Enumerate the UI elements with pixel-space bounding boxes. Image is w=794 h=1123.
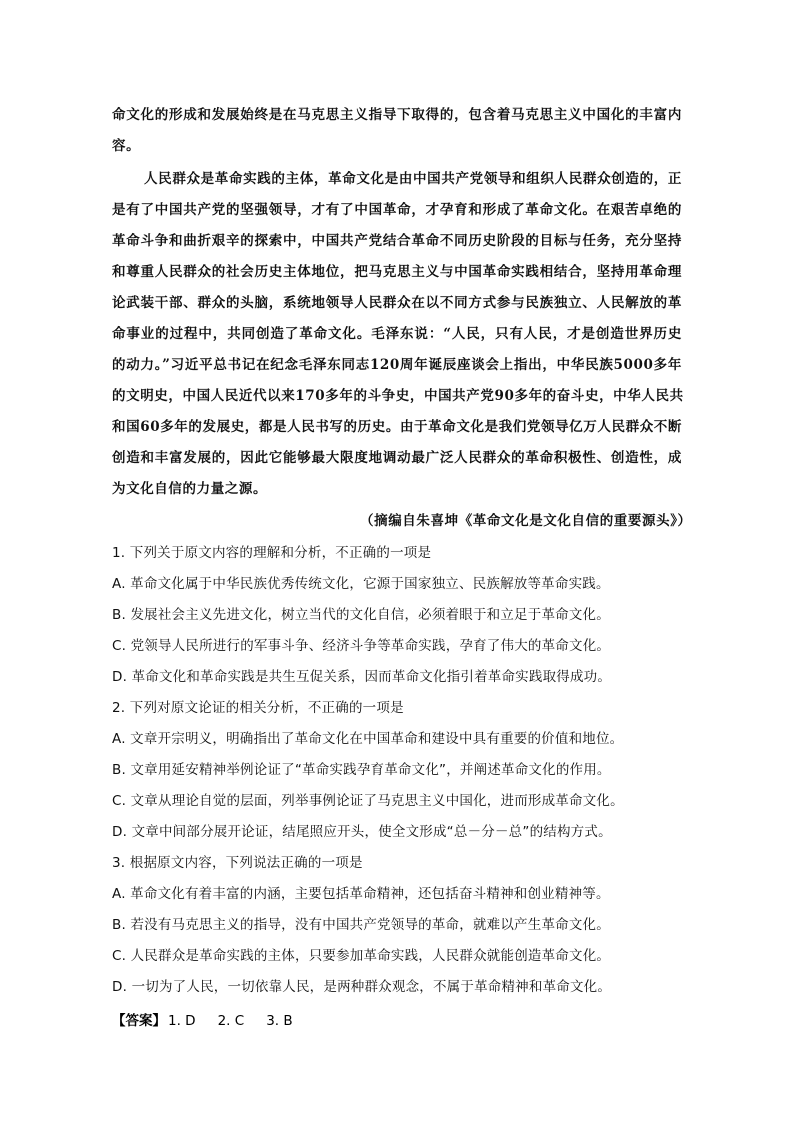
passage-line: 创造和丰富发展的，因此它能够最大限度地调动最广泛人民群众的革命积极性、创造性，成 [112,450,682,466]
option-item: B. 发展社会主义先进文化，树立当代的文化自信，必须着眼于和立足于革命文化。 [112,607,610,623]
option-item: A. 文章开宗明义，明确指出了革命文化在中国革命和建设中具有重要的价值和地位。 [112,731,624,747]
option-item: A. 革命文化属于中华民族优秀传统文化，它源于国家独立、民族解放等革命实践。 [112,576,610,592]
answer-item: 3. B [266,1013,293,1029]
passage-line: 和尊重人民群众的社会历史主体地位，把马克思主义与中国革命实践相结合，坚持用革命理 [112,264,682,280]
option-item: B. 文章用延安精神举例论证了“革命实践孕育革命文化”，并阐述革命文化的作用。 [112,762,611,778]
option-item: D. 一切为了人民，一切依靠人民，是两种群众观念，不属于革命精神和革命文化。 [112,979,612,995]
option-item: C. 党领导人民所进行的军事斗争、经济斗争等革命实践，孕育了伟大的革命文化。 [112,638,611,654]
passage-line: 论武装干部、群众的头脑，系统地领导人民群众在以不同方式参与民族独立、人民解放的革 [112,295,682,311]
option-item: C. 人民群众是革命实践的主体，只要参加革命实践，人民群众就能创造革命文化。 [112,948,611,964]
question-stem: 1. 下列关于原文内容的理解和分析，不正确的一项是 [112,545,432,561]
option-item: B. 若没有马克思主义的指导，没有中国共产党领导的革命，就难以产生革命文化。 [112,917,610,933]
passage-paragraph-first-line: 人民群众是革命实践的主体，革命文化是由中国共产党领导和组织人民群众创造的，正 [144,171,682,187]
option-item: D. 文章中间部分展开论证，结尾照应开头，使全文形成“总－分－总”的结构方式。 [112,824,612,840]
option-item: C. 文章从理论自觉的层面，列举事例论证了马克思主义中国化，进而形成革命文化。 [112,793,624,809]
passage-line: 是有了中国共产党的坚强领导，才有了中国革命，才孕育和形成了革命文化。在艰苦卓绝的 [112,202,682,218]
passage-line: 命事业的过程中，共同创造了革命文化。毛泽东说：“人民，只有人民，才是创造世界历史 [112,326,682,342]
option-item: A. 革命文化有着丰富的内涵，主要包括革命精神，还包括奋斗精神和创业精神等。 [112,886,610,902]
passage-line: 容。 [112,138,141,154]
passage-line: 的文明史，中国人民近代以来170多年的斗争史，中国共产党90多年的奋斗史，中华人民共 [112,388,684,404]
answer-item: 2. C [217,1013,245,1029]
answer-label: 【答案】 [112,1013,166,1029]
passage-line: 革命斗争和曲折艰辛的探索中，中国共产党结合革命不同历史阶段的目标与任务，充分坚持 [112,233,682,249]
question-stem: 2. 下列对原文论证的相关分析，不正确的一项是 [112,700,404,716]
question-stem: 3. 根据原文内容，下列说法正确的一项是 [112,855,363,871]
option-item: D. 革命文化和革命实践是共生互促关系，因而革命文化指引着革命实践取得成功。 [112,669,612,685]
passage-line: 命文化的形成和发展始终是在马克思主义指导下取得的，包含着马克思主义中国化的丰富内 [112,107,682,123]
answer-item: 1. D [168,1013,196,1029]
passage-source: （摘编自朱喜坤《革命文化是文化自信的重要源头》） [360,513,692,529]
passage-line: 的动力。”习近平总书记在纪念毛泽东同志120周年诞辰座谈会上指出，中华民族5000多年 [112,357,682,373]
passage-line: 为文化自信的力量之源。 [112,481,268,497]
answer-line [112,1009,315,1029]
passage-line: 和国60多年的发展史，都是人民书写的历史。由于革命文化是我们党领导亿万人民群众不断 [112,419,682,435]
